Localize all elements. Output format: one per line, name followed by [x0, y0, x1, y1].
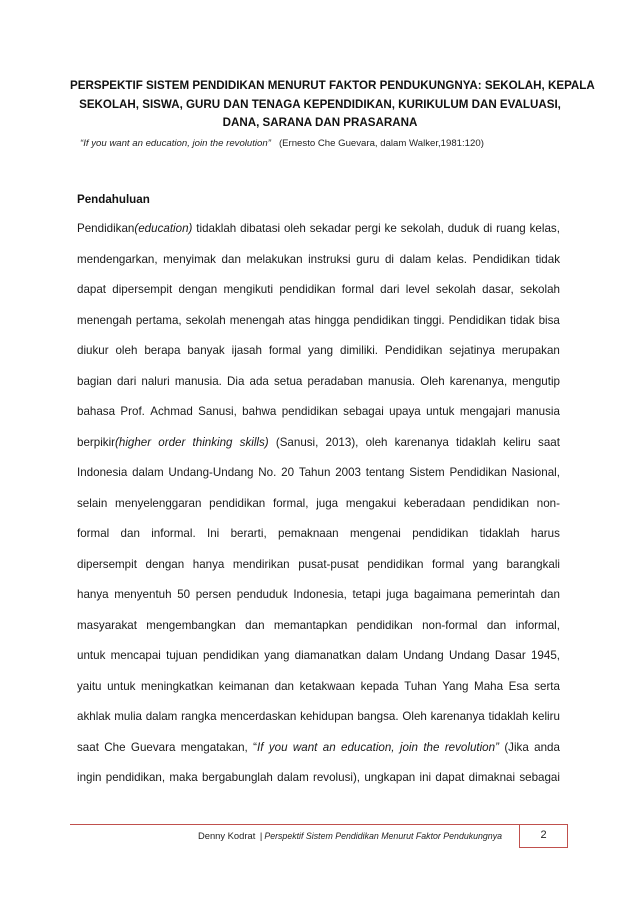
body-line: [77, 525, 560, 556]
word: dimiliki.: [340, 344, 379, 357]
word: Oleh: [402, 710, 427, 723]
word: menyentuh: [114, 588, 172, 601]
word: naluri: [141, 374, 170, 388]
word: 20: [281, 466, 295, 479]
word: dan: [540, 588, 560, 601]
word: persen: [195, 588, 232, 601]
word: yang: [472, 557, 498, 571]
title-line: PERSPEKTIF SISTEM PENDIDIKAN MENURUT FAKTOR PENDUKUNGNYA: SEKOLAH, KEPALA: [70, 79, 595, 92]
word: menengah: [229, 313, 285, 327]
word: mendirikan: [232, 557, 290, 571]
word: setua: [273, 374, 303, 388]
body-line: [77, 434, 560, 465]
word: pendidikan: [367, 557, 424, 571]
body-text: [77, 220, 560, 800]
body-line: [77, 556, 560, 587]
word: bagian: [77, 374, 112, 388]
word: duduk: [447, 222, 480, 235]
word: berarti,: [230, 527, 267, 540]
word: Dia: [227, 374, 245, 388]
word: Sanusi,: [198, 405, 237, 418]
word: dapat: [435, 771, 465, 784]
word: tetapi: [352, 588, 381, 601]
word: Achmad: [150, 405, 193, 418]
word: dalam: [366, 649, 398, 662]
word: meningkatkan: [141, 679, 214, 693]
word: the: [423, 740, 440, 754]
word: mengajari: [459, 405, 511, 418]
word: Pendidikan: [384, 344, 443, 357]
epigraph-source: (Ernesto Che Guevara, dalam Walker,1981:120): [278, 138, 484, 149]
footer-author: Denny Kodrat: [197, 830, 256, 841]
body-line: [77, 373, 560, 404]
word: pusat-pusat: [298, 557, 359, 571]
word: menyimak: [163, 252, 216, 266]
word: untuk: [77, 649, 106, 662]
word: tinggi.: [413, 313, 445, 327]
word: pendidikan: [472, 496, 529, 510]
word: kepada: [360, 679, 399, 693]
word: pendidikan: [202, 649, 260, 662]
word: Oleh: [420, 374, 445, 388]
word: berpikir(higher: [77, 435, 152, 449]
word: formal: [268, 344, 302, 357]
word: Indonesia: [77, 466, 128, 479]
word: education,: [341, 740, 395, 754]
word: hingga: [314, 313, 350, 327]
body-line: [77, 708, 560, 739]
word: Guevara: [130, 740, 176, 754]
word: tidaklah: [456, 435, 496, 449]
body-line: [77, 220, 560, 251]
word: bagaimana: [413, 588, 472, 601]
word: serta: [534, 679, 560, 693]
body-line: [77, 312, 560, 343]
word: dan: [221, 252, 241, 266]
word: ingin: [77, 771, 102, 784]
word: (Jika: [504, 740, 529, 754]
word: keberadaan: [403, 496, 466, 510]
word: diamanatkan: [294, 649, 362, 662]
body-line: [77, 464, 560, 495]
title-line: DANA, SARANA DAN PRASARANA: [222, 116, 418, 129]
word: mulia: [114, 710, 142, 723]
word: join: [399, 740, 418, 754]
word: skills): [239, 435, 269, 449]
footer-rule: [70, 824, 568, 825]
word: order: [158, 435, 186, 449]
word: dari: [380, 283, 400, 296]
word: tidaklah: [488, 710, 529, 723]
word: informal,: [515, 618, 560, 632]
word: Sistem: [409, 466, 445, 479]
word: 2003: [335, 466, 361, 479]
word: ijasah: [231, 344, 262, 357]
word: kelas.: [436, 252, 467, 266]
word: Maha: [474, 679, 504, 693]
word: bangsa.: [357, 710, 399, 723]
word: dengan: [178, 283, 218, 296]
word: keliru: [503, 435, 531, 449]
word: mencerdaskan: [220, 710, 297, 723]
body-line: [77, 495, 560, 526]
word: dan: [120, 527, 140, 540]
word: karenanya: [430, 710, 485, 723]
word: pendidikan: [281, 405, 338, 418]
body-line: [77, 586, 560, 617]
word: berapa: [144, 344, 181, 357]
word: Indonesia,: [293, 588, 347, 601]
word: you: [268, 740, 288, 754]
word: Pendidikan: [472, 252, 530, 266]
word: dalam: [277, 771, 309, 784]
word: ke: [384, 222, 397, 235]
word: Nasional,: [511, 466, 560, 479]
word: di: [483, 222, 493, 235]
word: dan: [245, 618, 265, 632]
word: “If: [253, 740, 264, 754]
word: manusia: [516, 405, 560, 418]
word: an: [322, 740, 336, 754]
word: pendidikan: [353, 313, 410, 327]
word: penduduk: [236, 588, 288, 601]
word: masyarakat: [77, 618, 137, 632]
word: pendidikan: [356, 618, 413, 632]
word: mengikuti: [223, 283, 274, 296]
word: yang: [307, 344, 334, 357]
word: peradaban: [307, 374, 363, 388]
word: sebagai: [343, 405, 384, 418]
word: level: [405, 283, 430, 296]
word: pendidikan,: [105, 771, 166, 784]
word: thinking: [192, 435, 233, 449]
word: yaitu: [77, 679, 102, 693]
title-line: SEKOLAH, SISWA, GURU DAN TENAGA KEPENDIDIKAN, KURIKULUM DAN EVALUASI,: [79, 97, 561, 111]
word: anda: [534, 740, 560, 754]
word: ungkapan: [364, 771, 416, 784]
word: menyelenggaran: [115, 496, 202, 510]
word: Undang: [448, 649, 490, 662]
word: want: [292, 740, 318, 754]
word: revolution”: [444, 740, 499, 754]
word: sekolah: [435, 283, 476, 296]
word: guru: [356, 252, 380, 266]
word: mengutip: [512, 374, 560, 388]
word: (Sanusi,: [275, 435, 319, 449]
document-title: [70, 77, 595, 133]
word: rangka: [181, 710, 217, 723]
word: revolusi),: [313, 771, 361, 784]
word: dipersempit: [112, 283, 173, 296]
word: sebagai: [519, 771, 560, 784]
word: pemaknaan: [278, 527, 339, 540]
word: tujuan: [166, 649, 198, 662]
word: instruksi: [308, 252, 351, 266]
word: mengembangkan: [146, 618, 236, 632]
word: Esa: [508, 679, 529, 693]
word: Ini: [207, 527, 220, 540]
word: manusia.: [174, 374, 222, 388]
epigraph-quote: “If you want an education, join the revolution”: [80, 138, 271, 149]
word: Tahun: [298, 466, 331, 479]
body-line: [77, 739, 560, 770]
word: Dasar: [494, 649, 526, 662]
word: tidaklah: [196, 222, 237, 235]
word: dipersempit: [77, 557, 137, 571]
word: 2013),: [325, 435, 359, 449]
word: harus: [530, 527, 560, 540]
word: hanya: [192, 557, 225, 571]
word: pendidikan: [209, 496, 266, 510]
word: Prof.: [120, 405, 145, 418]
word: mengakui: [345, 496, 397, 510]
word: mengenai: [349, 527, 401, 540]
word: keliru: [532, 710, 560, 723]
body-line: [77, 403, 560, 434]
word: non-: [536, 496, 560, 510]
body-line: [77, 617, 560, 648]
body-line: [77, 678, 560, 709]
body-line: [77, 251, 560, 282]
word: formal: [341, 283, 374, 296]
word: tidak: [535, 252, 560, 266]
word: bahasa: [77, 405, 116, 418]
body-line: [77, 342, 560, 373]
section-heading: Pendahuluan: [77, 193, 150, 206]
page-footer: [70, 830, 502, 841]
word: dasar,: [482, 283, 514, 296]
word: banyak: [187, 344, 225, 357]
word: dimaknai: [468, 771, 516, 784]
word: non-formal: [422, 618, 478, 632]
word: mencapai: [110, 649, 161, 662]
word: ketakwaan: [299, 679, 356, 693]
page-number: 2: [519, 824, 568, 848]
word: karenanya,: [449, 374, 508, 388]
word: menengah: [77, 313, 132, 327]
word: tidaklah: [479, 527, 520, 540]
word: manusia.: [368, 374, 416, 388]
word: pendidikan: [412, 527, 469, 540]
word: melakukan: [246, 252, 303, 266]
word: Che: [104, 740, 126, 754]
word: pendidikan: [279, 283, 336, 296]
word: tentang: [365, 466, 405, 479]
word: dalam: [132, 466, 164, 479]
word: dalam: [399, 252, 432, 266]
word: sekadar: [309, 222, 351, 235]
word: dan: [486, 618, 507, 632]
word: akhlak: [77, 710, 111, 723]
word: mengatakan,: [180, 740, 248, 754]
word: dalam: [145, 710, 178, 723]
word: formal,: [273, 496, 309, 510]
word: dibatasi: [240, 222, 281, 235]
word: bisa: [538, 313, 560, 327]
word: juga: [316, 496, 339, 510]
word: dapat: [77, 283, 107, 296]
word: karenanya: [394, 435, 449, 449]
word: bahwa: [242, 405, 277, 418]
word: maka: [169, 771, 198, 784]
word: juga: [386, 588, 409, 601]
word: dengan: [145, 557, 185, 571]
word: ruang: [496, 222, 526, 235]
word: barangkali: [506, 557, 560, 571]
body-line: [77, 281, 560, 312]
word: mendengarkan,: [77, 252, 158, 266]
word: Tuhan: [404, 679, 437, 693]
word: No.: [258, 466, 277, 479]
word: pemerintah: [476, 588, 535, 601]
word: ini: [419, 771, 432, 784]
word: di: [384, 252, 394, 266]
word: untuk: [426, 405, 455, 418]
word: ada: [249, 374, 269, 388]
word: Yang: [442, 679, 469, 693]
word: untuk: [107, 679, 136, 693]
word: selain: [77, 496, 108, 510]
word: oleh: [115, 344, 138, 357]
word: hanya: [77, 588, 109, 601]
word: sejatinya: [449, 344, 495, 357]
word: Undang-Undang: [168, 466, 254, 479]
word: Pendidikan: [449, 466, 507, 479]
body-line: [77, 647, 560, 678]
word: keimanan: [218, 679, 270, 693]
word: bergabunglah: [201, 771, 273, 784]
epigraph: [80, 138, 560, 149]
body-line: [77, 769, 560, 800]
word: 1945,: [530, 649, 560, 662]
word: formal: [77, 527, 110, 540]
word: sekolah: [185, 313, 226, 327]
word: Undang: [403, 649, 444, 662]
word: memantapkan: [273, 618, 348, 632]
word: yang: [264, 649, 290, 662]
word: diukur: [77, 344, 109, 357]
word: kehidupan: [300, 710, 354, 723]
word: formal: [432, 557, 465, 571]
word: dan: [274, 679, 294, 693]
word: oleh: [283, 222, 306, 235]
word: sekolah,: [400, 222, 444, 235]
word: merupakan: [501, 344, 560, 357]
word: saat: [77, 740, 99, 754]
word: pergi: [354, 222, 381, 235]
word: pertama,: [135, 313, 182, 327]
word: Pendidikan(education): [77, 222, 193, 235]
footer-running-title: Perspektif Sistem Pendidikan Menurut Faktor Pendukungnya: [264, 831, 502, 841]
word: Pendidikan: [448, 313, 506, 327]
word: oleh: [365, 435, 388, 449]
word: sekolah: [520, 283, 560, 296]
word: upaya: [389, 405, 421, 418]
word: tidak: [510, 313, 535, 327]
word: atas: [288, 313, 311, 327]
word: informal.: [151, 527, 196, 540]
word: dari: [116, 374, 137, 388]
footer-separator: |: [259, 830, 263, 841]
word: saat: [538, 435, 560, 449]
word: 50: [177, 588, 191, 601]
word: kelas,: [529, 222, 560, 235]
